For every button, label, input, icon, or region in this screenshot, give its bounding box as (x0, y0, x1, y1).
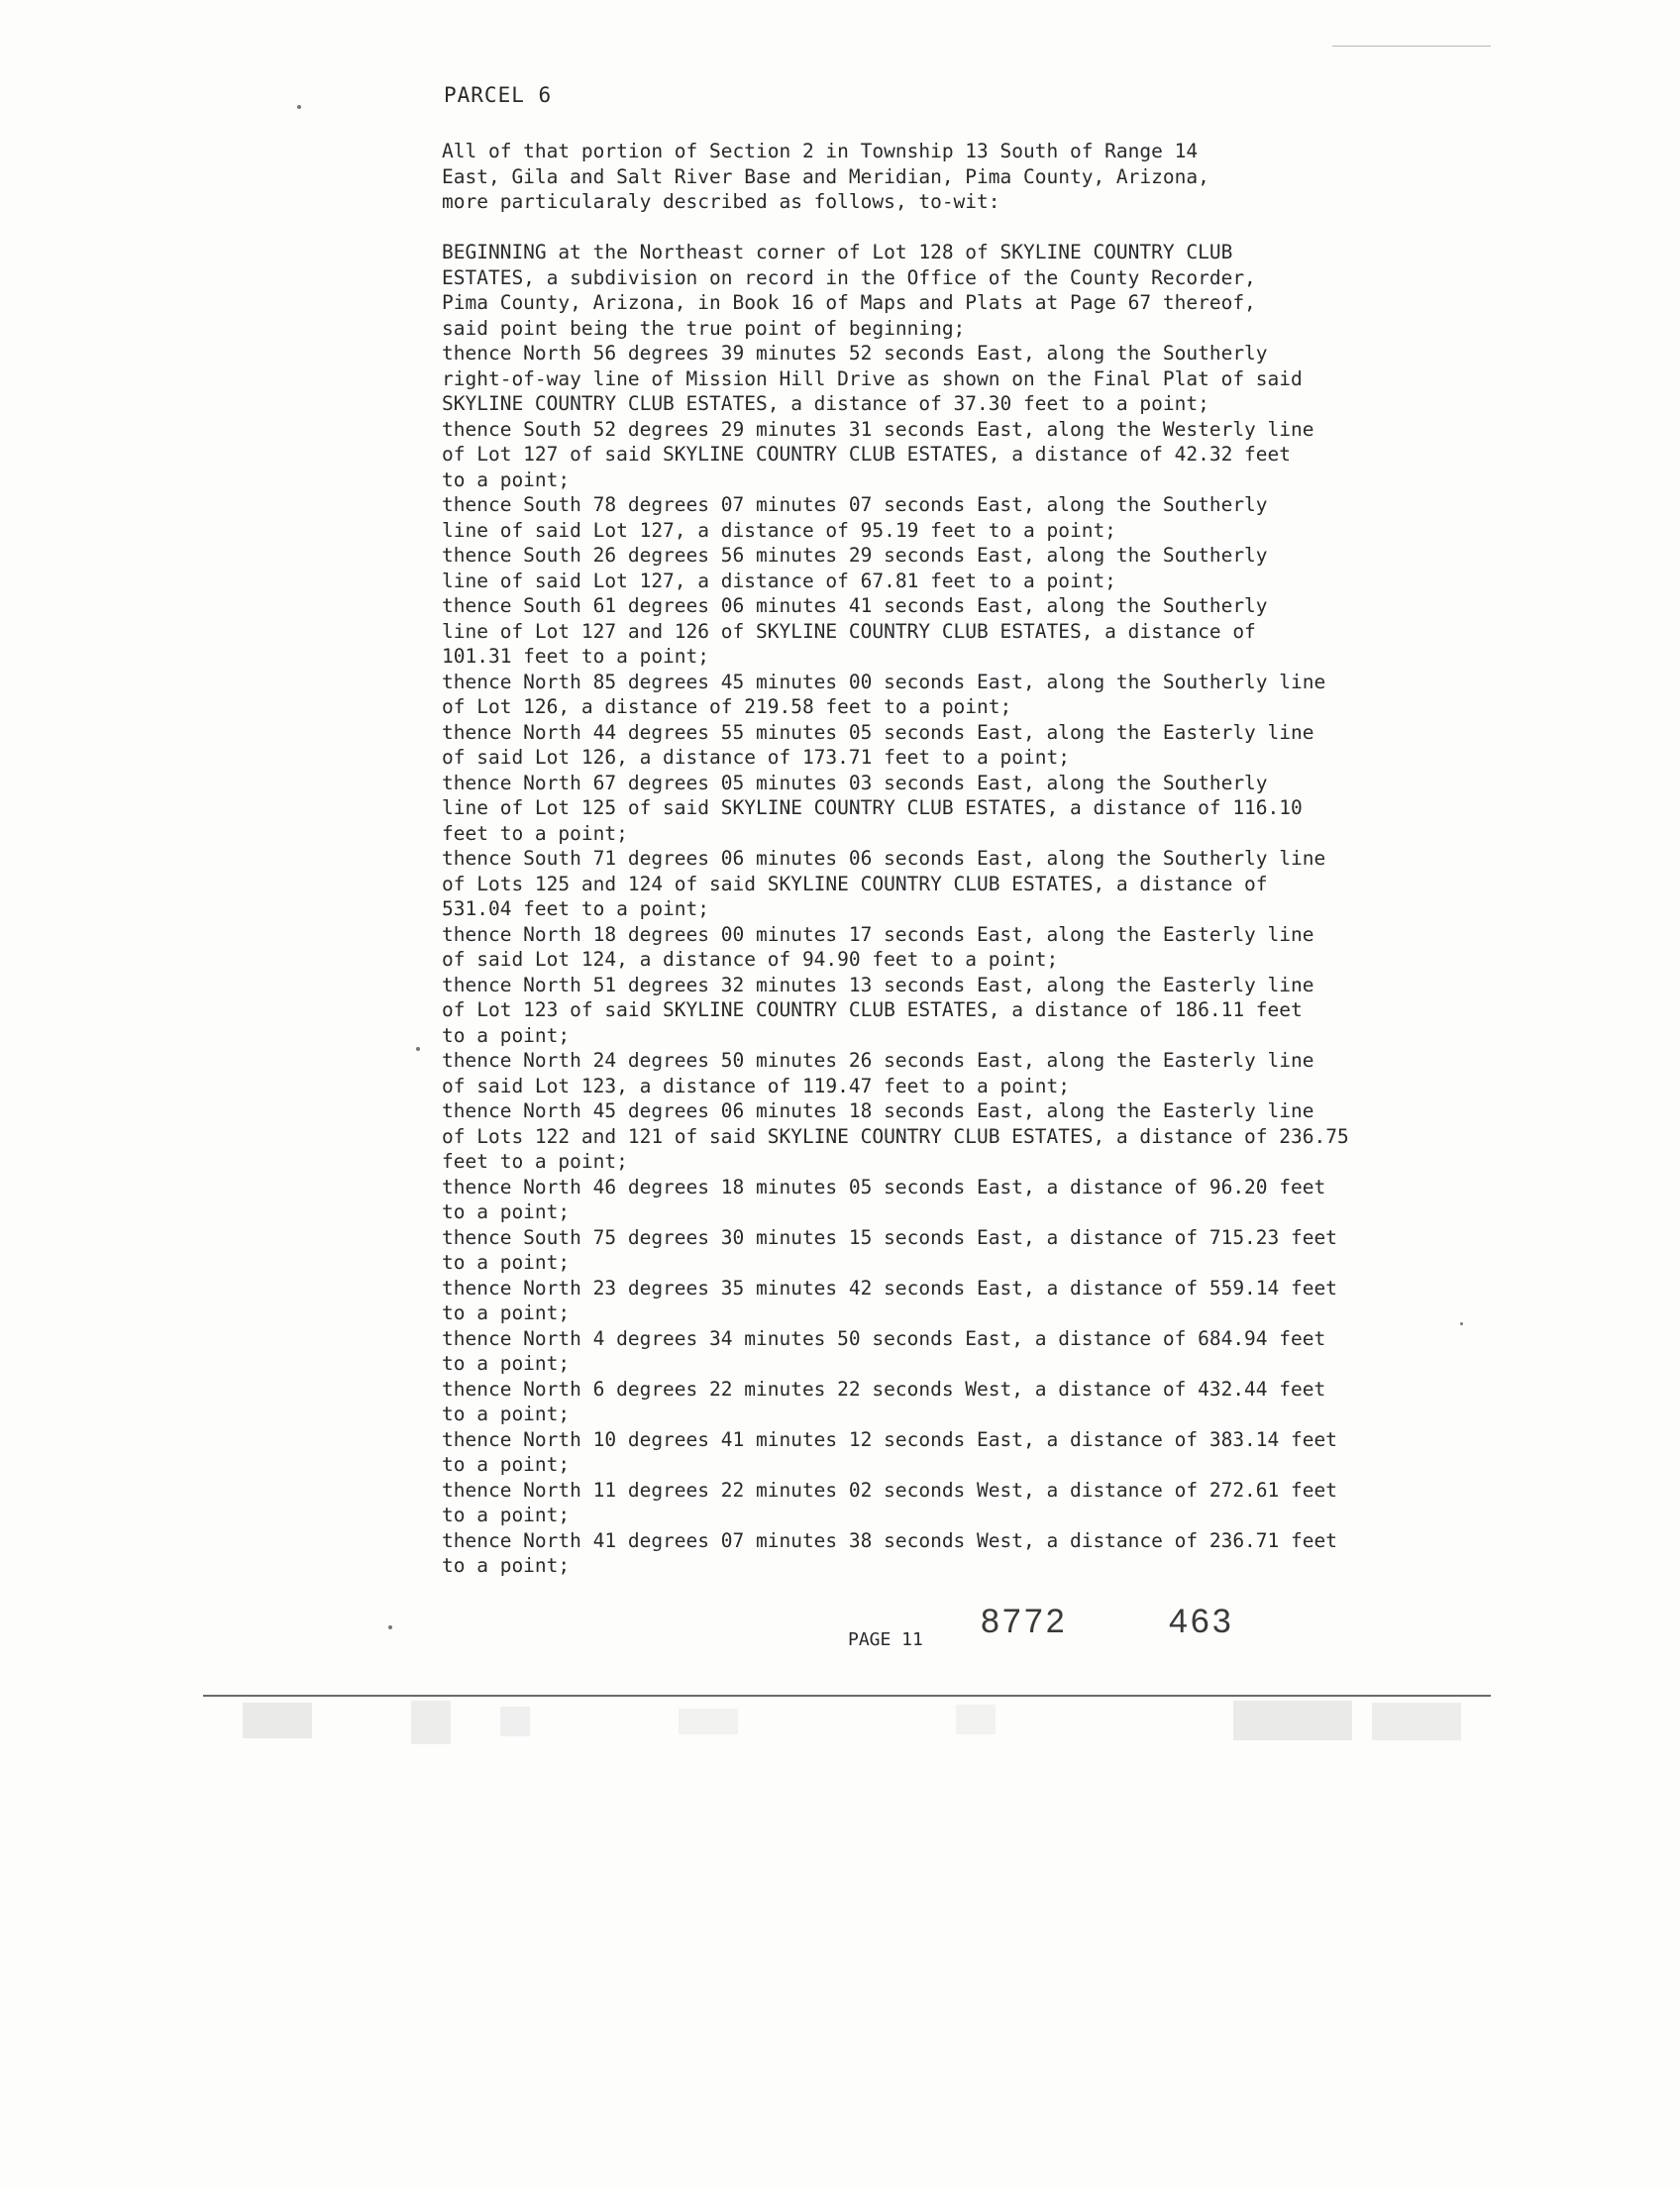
description-line: line of said Lot 127, a distance of 95.19 feet to a point; (442, 518, 1116, 542)
description-line: thence South 75 degrees 30 minutes 15 seconds East, a distance of 715.23 feet (442, 1225, 1337, 1249)
description-line: to a point; (442, 1403, 571, 1425)
description-line: thence North 45 degrees 06 minutes 18 seconds East, along the Easterly line (442, 1099, 1314, 1122)
description-line: to a point; (442, 1453, 571, 1476)
scan-speck (297, 105, 301, 109)
description-line: thence North 4 degrees 34 minutes 50 seconds East, a distance of 684.94 feet (442, 1326, 1326, 1350)
description-line: line of Lot 127 and 126 of SKYLINE COUNTRY CLUB ESTATES, a distance of (442, 619, 1256, 643)
legal-description (442, 240, 1492, 1579)
description-line: SKYLINE COUNTRY CLUB ESTATES, a distance of 37.30 feet to a point; (442, 392, 1209, 415)
description-line: line of Lot 125 of said SKYLINE COUNTRY CLUB ESTATES, a distance of 116.10 (442, 796, 1303, 819)
description-line: thence North 6 degrees 22 minutes 22 seconds West, a distance of 432.44 feet (442, 1377, 1326, 1401)
description-line: thence South 71 degrees 06 minutes 06 seconds East, along the Southerly line (442, 847, 1326, 870)
description-line: to a point; (442, 1554, 571, 1577)
description-line: feet to a point; (442, 821, 628, 845)
description-line: thence North 24 degrees 50 minutes 26 seconds East, along the Easterly line (442, 1049, 1314, 1072)
page-label: PAGE 11 (848, 1629, 923, 1650)
scan-speck (416, 1047, 420, 1051)
description-line: of said Lot 126, a distance of 173.71 feet to a point; (442, 746, 1070, 769)
description-line: feet to a point; (442, 1150, 628, 1173)
intro-paragraph (442, 139, 1492, 215)
description-line: thence North 23 degrees 35 minutes 42 seconds East, a distance of 559.14 feet (442, 1276, 1337, 1300)
description-line: to a point; (442, 468, 571, 491)
description-line: thence North 85 degrees 45 minutes 00 seconds East, along the Southerly line (442, 670, 1326, 693)
description-line: thence North 18 degrees 00 minutes 17 seconds East, along the Easterly line (442, 922, 1314, 946)
description-line: thence North 46 degrees 18 minutes 05 seconds East, a distance of 96.20 feet (442, 1175, 1326, 1198)
description-line: thence North 11 degrees 22 minutes 02 seconds West, a distance of 272.61 feet (442, 1478, 1337, 1502)
description-line: to a point; (442, 1251, 571, 1274)
description-line: of Lot 126, a distance of 219.58 feet to a point; (442, 695, 1012, 718)
description-line: of said Lot 124, a distance of 94.90 feet to a point; (442, 948, 1059, 971)
intro-line: more particularaly described as follows, to-wit: (442, 190, 1000, 213)
description-line: line of said Lot 127, a distance of 67.81 feet to a point; (442, 569, 1116, 592)
scan-speck (1460, 1322, 1463, 1325)
description-line: Pima County, Arizona, in Book 16 of Maps and Plats at Page 67 thereof, (442, 291, 1256, 314)
description-line: to a point; (442, 1352, 571, 1375)
description-line: of Lots 125 and 124 of said SKYLINE COUNTRY CLUB ESTATES, a distance of (442, 872, 1268, 895)
description-line: of Lots 122 and 121 of said SKYLINE COUNTRY CLUB ESTATES, a distance of 236.75 (442, 1124, 1349, 1148)
description-line: thence North 44 degrees 55 minutes 05 seconds East, along the Easterly line (442, 720, 1314, 744)
description-line: thence North 56 degrees 39 minutes 52 seconds East, along the Southerly (442, 342, 1268, 364)
scan-noise-strip (203, 1697, 1491, 1754)
parcel-heading: PARCEL 6 (444, 83, 553, 107)
recorder-book-number: 8772 (981, 1603, 1068, 1640)
description-line: thence South 52 degrees 29 minutes 31 seconds East, along the Westerly line (442, 417, 1314, 441)
description-line: to a point; (442, 1200, 571, 1223)
intro-line: All of that portion of Section 2 in Township 13 South of Range 14 (442, 140, 1199, 162)
scan-speck (388, 1625, 392, 1629)
description-line: right-of-way line of Mission Hill Drive as shown on the Final Plat of said (442, 366, 1303, 390)
description-line: to a point; (442, 1302, 571, 1324)
description-line: of Lot 123 of said SKYLINE COUNTRY CLUB ESTATES, a distance of 186.11 feet (442, 998, 1303, 1021)
description-line: to a point; (442, 1504, 571, 1526)
description-line: thence North 51 degrees 32 minutes 13 seconds East, along the Easterly line (442, 973, 1314, 996)
description-line: of said Lot 123, a distance of 119.47 feet to a point; (442, 1074, 1070, 1097)
description-line: of Lot 127 of said SKYLINE COUNTRY CLUB ESTATES, a distance of 42.32 feet (442, 443, 1292, 466)
description-line: 101.31 feet to a point; (442, 645, 710, 668)
recorder-page-number: 463 (1169, 1603, 1234, 1640)
description-line: to a point; (442, 1023, 571, 1047)
description-line: BEGINNING at the Northeast corner of Lot 128 of SKYLINE COUNTRY CLUB (442, 241, 1233, 263)
description-line: thence South 61 degrees 06 minutes 41 seconds East, along the Southerly (442, 594, 1268, 617)
description-line: thence South 78 degrees 07 minutes 07 seconds East, along the Southerly (442, 493, 1268, 516)
description-line: ESTATES, a subdivision on record in the Office of the County Recorder, (442, 265, 1256, 289)
description-line: said point being the true point of beginning; (442, 316, 966, 340)
intro-line: East, Gila and Salt River Base and Meridian, Pima County, Arizona, (442, 164, 1209, 188)
description-line: thence North 67 degrees 05 minutes 03 seconds East, along the Southerly (442, 771, 1268, 794)
top-edge-line (1332, 46, 1491, 47)
description-line: 531.04 feet to a point; (442, 897, 710, 920)
description-line: thence North 41 degrees 07 minutes 38 seconds West, a distance of 236.71 feet (442, 1528, 1337, 1552)
description-line: thence South 26 degrees 56 minutes 29 seconds East, along the Southerly (442, 544, 1268, 567)
description-line: thence North 10 degrees 41 minutes 12 seconds East, a distance of 383.14 feet (442, 1427, 1337, 1451)
